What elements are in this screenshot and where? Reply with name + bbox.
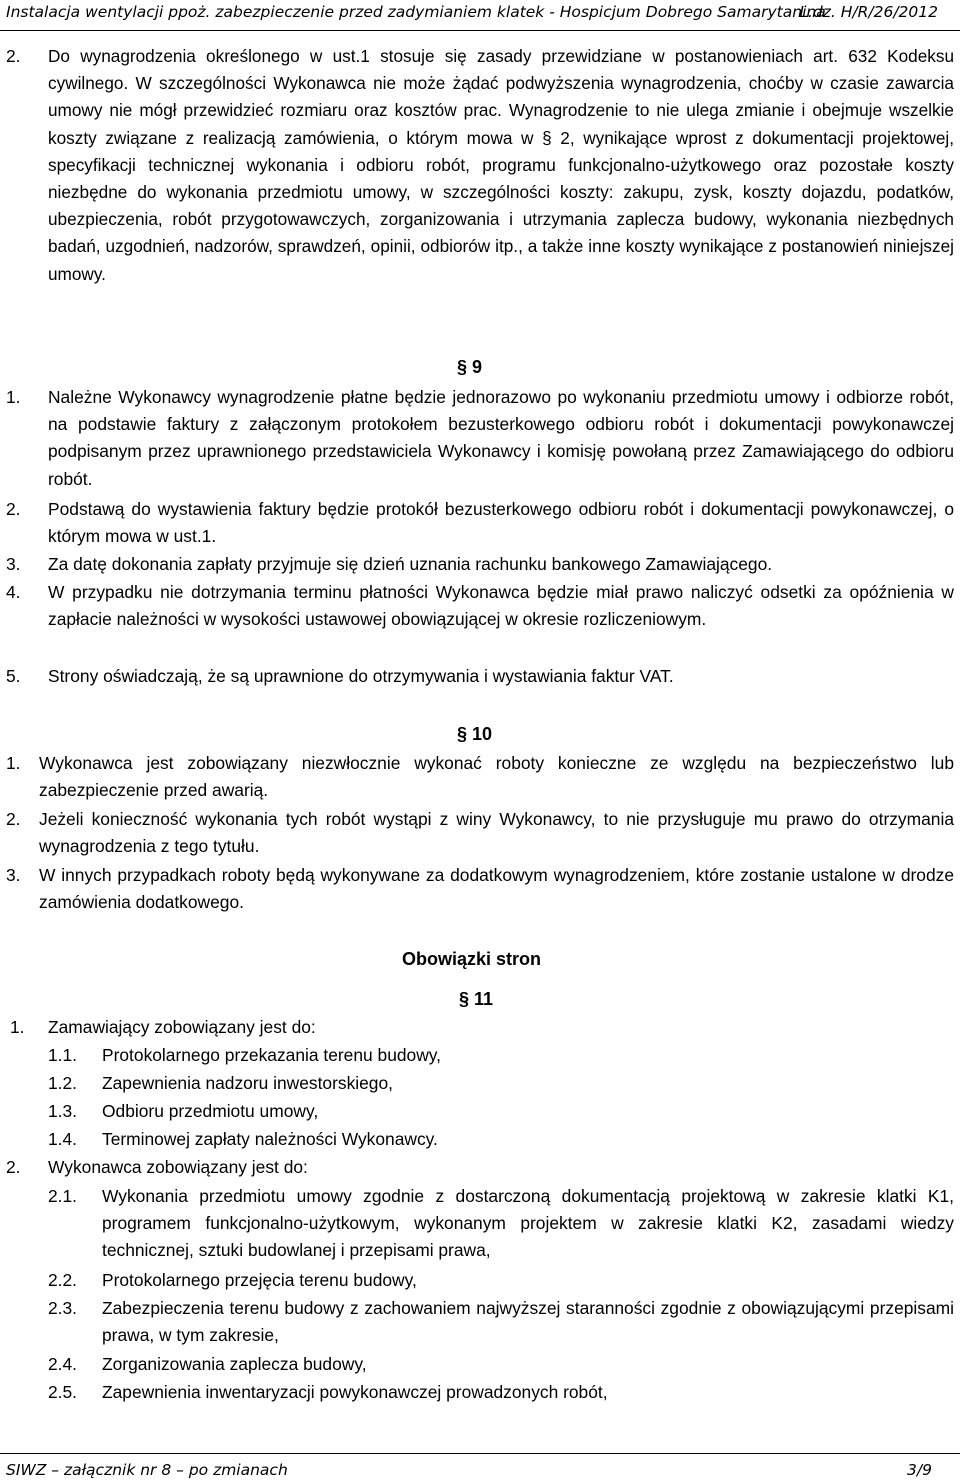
page-footer — [0, 1445, 960, 1484]
s11-item-2-text: Wykonawca zobowiązany jest do: — [48, 1157, 308, 1177]
s11-sub-1-1-number: 1.1. — [48, 1045, 78, 1065]
s11-item-1-text: Zamawiający zobowiązany jest do: — [48, 1017, 316, 1037]
s11-sub-2-3-text: Zabezpieczenia terenu budowy z zachowaniem najwyższej staranności zgodnie z obowiązującymi przepisami prawa, w tym zakresie, — [102, 1298, 954, 1346]
s9-item-1-text: Należne Wykonawcy wynagrodzenie płatne będzie jednorazowo po wykonaniu przedmiotu umowy i odbiorze robót, na podstawie faktury z załączonym protokołem bezusterkowego odbioru robót i dokumentacji powykonawczej podpisanym przez uprawnionego przedstawiciela Wykonawcy i komisję powołaną przez Zamawiającego do odbioru robót. — [48, 387, 954, 489]
header-title: Instalacja wentylacji ppoż. zabezpieczenie przed zadymianiem klatek - Hospicjum Dobrego Samarytanina — [6, 3, 826, 21]
s11-item-2-number: 2. — [6, 1157, 21, 1177]
s10-item-1-text: Wykonawca jest zobowiązany niezwłocznie wykonać roboty konieczne ze względu na bezpieczeństwo lub zabezpieczenie przed awarią. — [39, 753, 954, 801]
s10-item-3-text: W innych przypadkach roboty będą wykonywane za dodatkowym wynagrodzeniem, które zostanie ustalone w drodze zamówienia dodatkowego. — [39, 865, 954, 913]
s11-sub-2-2-text: Protokolarnego przejęcia terenu budowy, — [102, 1270, 417, 1290]
s11-sub-1-2-number: 1.2. — [48, 1073, 78, 1093]
s11-sub-2-1-number: 2.1. — [48, 1186, 78, 1206]
s11-sub-2-4-number: 2.4. — [48, 1354, 78, 1374]
s11-sub-1-4-number: 1.4. — [48, 1129, 78, 1149]
s9-item-2-number: 2. — [6, 499, 21, 519]
s11-sub-2-5-text: Zapewnienia inwentaryzacji powykonawczej prowadzonych robót, — [102, 1382, 608, 1402]
s11-sub-2-5-number: 2.5. — [48, 1382, 78, 1402]
s10-item-2-number: 2. — [6, 809, 21, 829]
s11-sub-1-4-text: Terminowej zapłaty należności Wykonawcy. — [102, 1129, 438, 1149]
s11-sub-2-2-number: 2.2. — [48, 1270, 78, 1290]
s11-sub-1-3-text: Odbioru przedmiotu umowy, — [102, 1101, 319, 1121]
s10-item-2-text: Jeżeli konieczność wykonania tych robót wystąpi z winy Wykonawcy, to nie przysługuje mu prawo do otrzymania wynagrodzenia z tego tytułu. — [39, 809, 954, 857]
s9-item-3-text: Za datę dokonania zapłaty przyjmuje się dzień uznania rachunku bankowego Zamawiającego. — [48, 554, 773, 574]
s11-sub-2-1-text: Wykonania przedmiotu umowy zgodnie z dostarczoną dokumentacją projektową w zakresie klatki K1, programem funkcjonalno-użytkowym, wykonanym projektem w zakresie klatki K2, zasadami wiedzy technicznej, sztuki budowlanej i przepisami prawa, — [102, 1186, 954, 1261]
obligations-title: Obowiązki stron — [402, 949, 542, 969]
s9-item-4-text: W przypadku nie dotrzymania terminu płatności Wykonawca będzie miał prawo naliczyć odsetki za opóźnienia w zapłacie należności w wysokości ustawowej obowiązującej w okresie rozliczeniowym. — [48, 582, 954, 630]
s9-item-1-number: 1. — [6, 387, 21, 407]
s11-sub-1-2-text: Zapewnienia nadzoru inwestorskiego, — [102, 1073, 393, 1093]
s11-item-1-number: 1. — [10, 1017, 25, 1037]
s9-item-5-number: 5. — [6, 666, 21, 686]
section-11-heading: § 11 — [459, 989, 494, 1009]
s9-item-2-text: Podstawą do wystawienia faktury będzie protokół bezusterkowego odbioru robót i dokumentacji powykonawczej, o którym mowa w ust.1. — [48, 499, 954, 547]
s11-sub-2-3-number: 2.3. — [48, 1298, 78, 1318]
s10-item-3-number: 3. — [6, 865, 21, 885]
s9-item-5-text: Strony oświadczają, że są uprawnione do otrzymywania i wystawiania faktur VAT. — [48, 666, 674, 686]
page-header — [0, 0, 960, 38]
section-10-heading: § 10 — [457, 724, 493, 744]
footer-page-number: 3/9 — [907, 1461, 932, 1479]
footer-document-label: SIWZ – załącznik nr 8 – po zmianach — [6, 1461, 288, 1479]
intro-item-text: Do wynagrodzenia określonego w ust.1 stosuje się zasady przewidziane w postanowieniach art. 632 Kodeksu cywilnego. W szczególności Wykonawca nie może żądać podwyższenia wynagrodzenia, choćby w czasie zawarcia umowy nie mógł przewidzieć rozmiaru oraz kosztów prac. Wynagrodzenie to nie ulega zmianie i obejmuje wszelkie koszty związane z realizacją zamówienia, o którym mowa w § 2, wynikające wprost z dokumentacji projektowej, specyfikacji technicznej wykonania i odbioru robót, programu funkcjonalno-użytkowego oraz pozostałe koszty niezbędne do wykonania przedmiotu umowy, w szczególności koszty: zakupu, zysk, koszty dojazdu, podatków, ubezpieczenia, robót przygotowawczych, zorganizowania i utrzymania zaplecza budowy, wykonania niezbędnych badań, uzgodnień, nadzorów, sprawdzeń, opinii, odbiorów itp., a także inne koszty wynikające z postanowień niniejszej umowy. — [48, 46, 954, 284]
s9-item-4-number: 4. — [6, 582, 21, 602]
s11-sub-1-3-number: 1.3. — [48, 1101, 78, 1121]
header-rule — [0, 30, 960, 31]
s11-sub-2-4-text: Zorganizowania zaplecza budowy, — [102, 1354, 367, 1374]
header-doc-id: L.dz. H/R/26/2012 — [799, 3, 938, 21]
s9-item-3-number: 3. — [6, 554, 21, 574]
section-9-heading: § 9 — [457, 357, 483, 377]
s10-item-1-number: 1. — [6, 753, 21, 773]
intro-item-number: 2. — [6, 46, 21, 66]
s11-sub-1-1-text: Protokolarnego przekazania terenu budowy, — [102, 1045, 442, 1065]
footer-rule — [0, 1453, 960, 1454]
